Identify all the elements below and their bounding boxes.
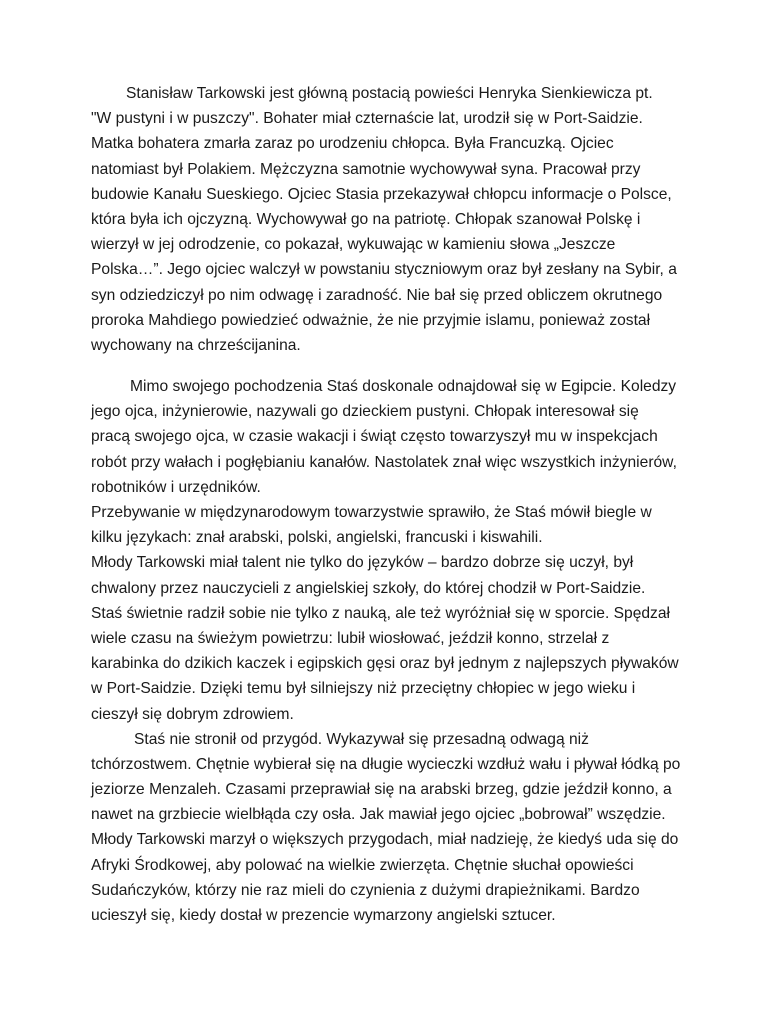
text-line: Matka bohatera zmarła zaraz po urodzeniu chłopca. Była Francuzką. Ojciec: [91, 135, 614, 153]
text-line: proroka Mahdiego powiedzieć odważnie, że nie przyjmie islamu, ponieważ został: [91, 311, 651, 329]
paragraph-2: [91, 374, 685, 727]
text-line: Mimo swojego pochodzenia Staś doskonale odnajdował się w Egipcie. Koledzy: [130, 378, 677, 396]
text-line: nawet na grzbiecie wielbłąda czy osła. Jak mawiał jego ojciec „bobrował” wszędzie.: [91, 806, 666, 824]
text-line: pracą swojego ojca, w czasie wakacji i świąt często towarzyszył mu w inspekcjach: [91, 428, 658, 446]
text-line: która była ich ojczyzną. Wychowywał go na patriotę. Chłopak szanował Polskę i: [91, 210, 641, 228]
text-line: Przebywanie w międzynarodowym towarzystwie sprawiło, że Staś mówił biegle w: [91, 504, 652, 521]
paragraph-3: [91, 727, 685, 929]
paragraph-spacer: [91, 358, 685, 374]
text-line: wierzył w jej odrodzenie, co pokazał, wykuwając w kamieniu słowa „Jeszcze: [91, 236, 616, 254]
text-line: cieszył się dobrym zdrowiem.: [91, 705, 294, 723]
text-line: tchórzostwem. Chętnie wybierał się na długie wycieczki wzdłuż wału i pływał łódką po: [91, 755, 681, 773]
text-line: Sudańczyków, którzy nie raz mieli do czynienia z dużymi drapieżnikami. Bardzo: [91, 881, 640, 899]
text-line: Afryki Środkowej, aby polować na wielkie zwierzęta. Chętnie słuchał opowieści: [91, 856, 634, 874]
paragraph-1: [91, 81, 685, 358]
text-line: Młody Tarkowski miał talent nie tylko do języków – bardzo dobrze się uczył, był: [91, 554, 634, 572]
text-line: robotników i urzędników.: [91, 478, 261, 496]
text-line: karabinka do dzikich kaczek i egipskich gęsi oraz był jednym z najlepszych pływaków: [91, 655, 679, 673]
text-line: Polska…”. Jego ojciec walczył w powstaniu styczniowym oraz był zesłany na Sybir, a: [91, 261, 677, 279]
text-line: Staś nie stronił od przygód. Wykazywał się przesadną odwagą niż: [134, 730, 589, 748]
text-line: Staś świetnie radził sobie nie tylko z nauką, ale też wyróżniał się w sporcie. Spędzał: [91, 604, 670, 622]
text-line: wiele czasu na świeżym powietrzu: lubił wiosłować, jeździł konno, strzelał z: [91, 629, 610, 647]
text-line: wychowany na chrześcijanina.: [91, 336, 301, 354]
text-line: natomiast był Polakiem. Mężczyzna samotnie wychowywał syna. Pracował przy: [91, 160, 641, 178]
text-line: Stanisław Tarkowski jest główną postacią powieści Henryka Sienkiewicza pt.: [126, 85, 653, 102]
document-body: [91, 81, 685, 928]
text-line: jego ojca, inżynierowie, nazywali go dzieckiem pustyni. Chłopak interesował się: [91, 403, 639, 421]
text-line: chwalony przez nauczycieli z angielskiej szkoły, do której chodził w Port-Saidzie.: [91, 579, 646, 597]
text-line: ucieszył się, kiedy dostał w prezencie wymarzony angielski sztucer.: [91, 907, 556, 924]
text-line: jeziorze Menzaleh. Czasami przeprawiał się na arabski brzeg, gdzie jeździł konno, a: [91, 781, 672, 799]
text-line: budowie Kanału Sueskiego. Ojciec Stasia przekazywał chłopcu informacje o Polsce,: [91, 185, 672, 203]
text-line: robót przy wałach i pogłębianiu kanałów. Nastolatek znał więc wszystkich inżynierów,: [91, 453, 677, 471]
text-line: syn odziedziczył po nim odwagę i zaradność. Nie bał się przed obliczem okrutnego: [91, 286, 663, 304]
text-line: w Port-Saidzie. Dzięki temu był silniejszy niż przeciętny chłopiec w jego wieku i: [91, 680, 636, 698]
text-line: Młody Tarkowski marzył o większych przygodach, miał nadzieję, że kiedyś uda się do: [91, 831, 679, 849]
text-line: "W pustyni i w puszczy". Bohater miał czternaście lat, urodził się w Port-Saidzie.: [91, 110, 643, 128]
text-line: kilku językach: znał arabski, polski, angielski, francuski i kiswahili.: [91, 529, 543, 547]
